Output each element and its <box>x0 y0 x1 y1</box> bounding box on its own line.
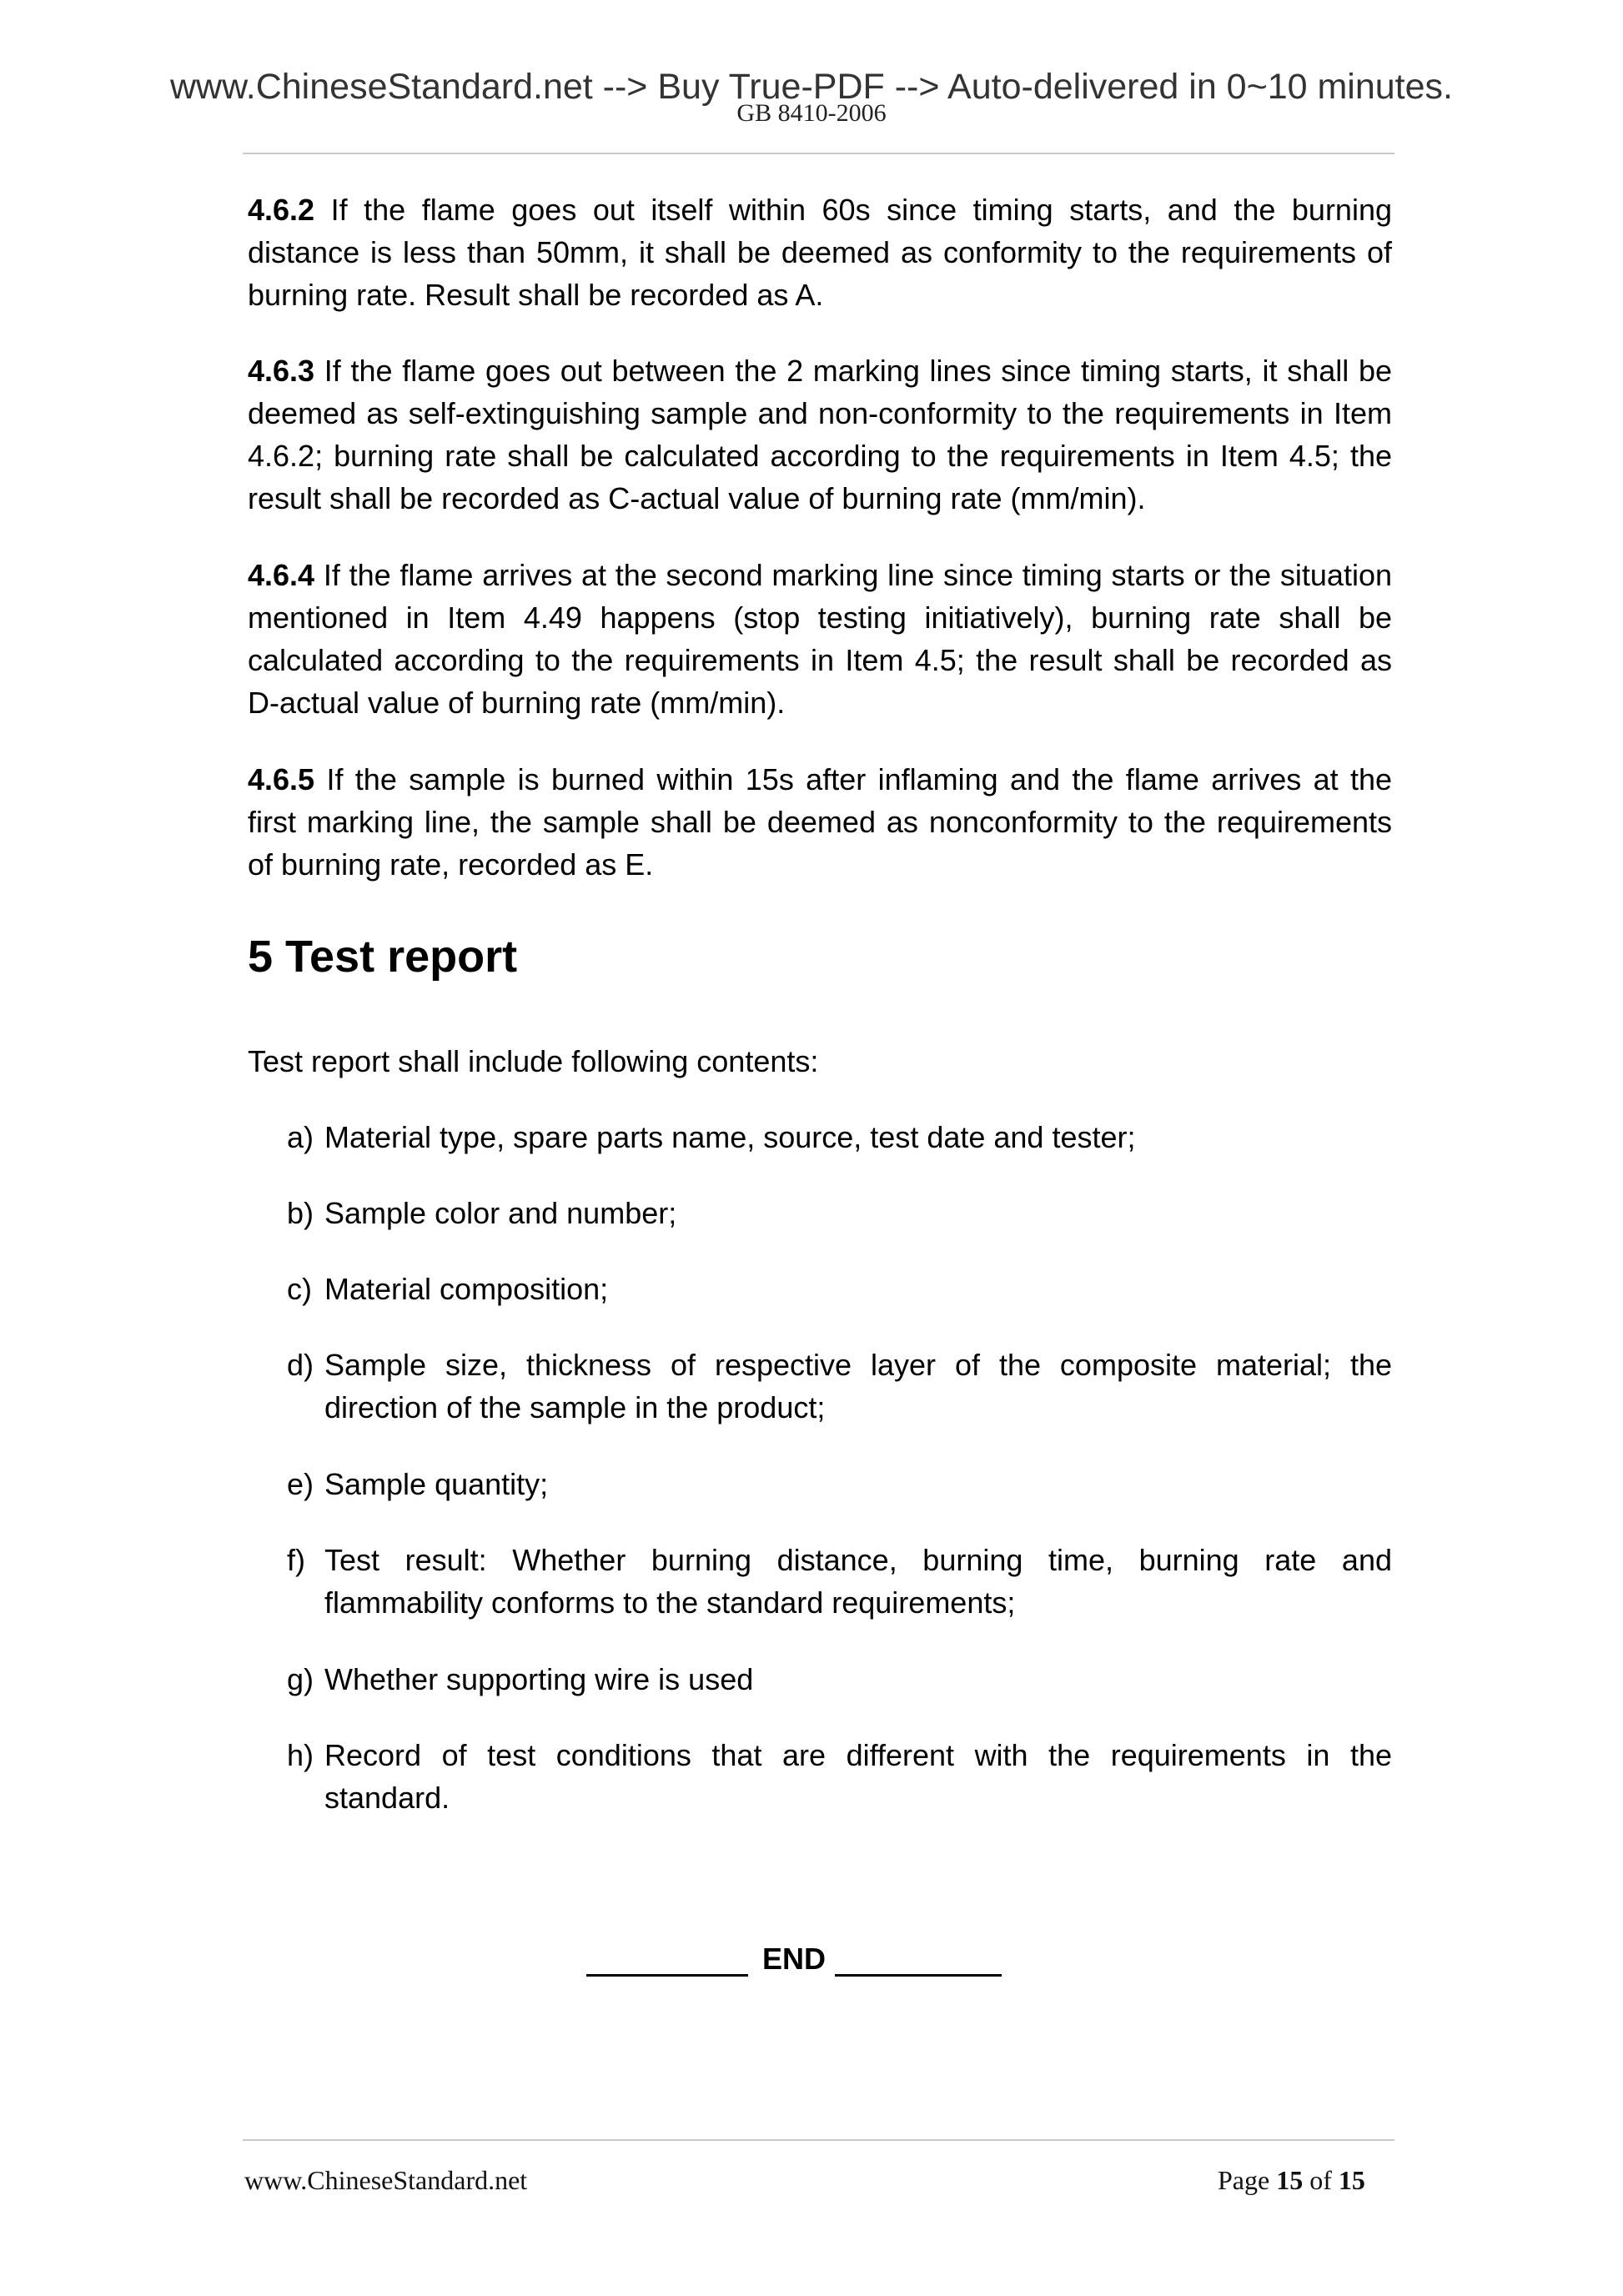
header-banner[interactable]: www.ChineseStandard.net --> Buy True-PDF --> Auto-delivered in 0~10 minutes. <box>169 67 1453 107</box>
list-item-text: Material composition; <box>324 1272 609 1306</box>
of-word: of <box>1309 2165 1332 2195</box>
list-marker: f) <box>287 1543 305 1577</box>
clause-4-6-4 <box>248 554 1392 724</box>
list-marker: b) <box>287 1196 314 1230</box>
header-divider <box>243 153 1394 154</box>
list-marker: e) <box>287 1467 314 1501</box>
end-underline-right <box>835 1974 1002 1977</box>
list-item-text: Whether supporting wire is used <box>324 1662 754 1696</box>
list-item-text: Test result: Whether burning distance, burning time, burning rate and flammability conforms to the standard requirements; <box>324 1543 1392 1620</box>
list-item-text: Record of test conditions that are different with the requirements in the standard. <box>324 1738 1392 1815</box>
clause-text: If the flame goes out between the 2 marking lines since timing starts, it shall be deemed as self-extinguishing sample and non-conformity to the requirements in Item 4.6.2; burning rate shall be calculated according to the requirements in Item 4.5; the result shall be recorded as C-actual value of burning rate (mm/min). <box>248 354 1392 515</box>
clause-text: If the flame arrives at the second marking line since timing starts or the situation mentioned in Item 4.49 happens (stop testing initiatively), burning rate shall be calculated according to the requirements in Item 4.5; the result shall be recorded as D-actual value of burning rate (mm/min). <box>248 558 1392 720</box>
report-intro: Test report shall include following contents: <box>248 1044 819 1078</box>
clause-4-6-5 <box>248 758 1392 886</box>
list-item <box>287 1658 1392 1701</box>
list-item <box>287 1463 1392 1505</box>
list-item <box>287 1116 1392 1158</box>
list-item <box>287 1539 1392 1624</box>
clause-4-6-2 <box>248 188 1392 316</box>
clause-4-6-3 <box>248 349 1392 520</box>
list-marker: g) <box>287 1662 314 1696</box>
clause-number: 4.6.5 <box>248 762 315 796</box>
list-item-text: Sample color and number; <box>324 1196 677 1230</box>
clause-text: If the flame goes out itself within 60s since timing starts, and the burning distance is less than 50mm, it shall be deemed as conformity to the requirements of burning rate. Result shall be recorded as A. <box>248 193 1392 312</box>
list-marker: h) <box>287 1738 314 1772</box>
list-item-text: Sample size, thickness of respective layer of the composite material; the direction of the sample in the product; <box>324 1348 1392 1424</box>
footer-divider <box>243 2139 1394 2141</box>
end-underline-left <box>586 1974 748 1977</box>
document-id: GB 8410-2006 <box>736 99 887 127</box>
list-item <box>287 1192 1392 1234</box>
clause-number: 4.6.2 <box>248 193 315 227</box>
total-pages: 15 <box>1338 2165 1365 2195</box>
list-item-text: Sample quantity; <box>324 1467 549 1501</box>
list-marker: a) <box>287 1120 314 1154</box>
list-marker: d) <box>287 1348 314 1382</box>
current-page: 15 <box>1276 2165 1304 2195</box>
clause-number: 4.6.3 <box>248 354 315 388</box>
list-item <box>287 1344 1392 1429</box>
footer-site-link[interactable]: www.ChineseStandard.net <box>244 2165 528 2195</box>
page-word: Page <box>1218 2165 1270 2195</box>
list-item <box>287 1734 1392 1819</box>
list-item <box>287 1268 1392 1310</box>
clause-number: 4.6.4 <box>248 558 315 592</box>
list-item-text: Material type, spare parts name, source, test date and tester; <box>324 1120 1136 1154</box>
clause-text: If the sample is burned within 15s after inflaming and the flame arrives at the first marking line, the sample shall be deemed as nonconformity to the requirements of burning rate, recorded as E. <box>248 762 1392 882</box>
end-marker: END <box>762 1942 827 1976</box>
list-marker: c) <box>287 1272 312 1306</box>
page-number <box>1218 2165 1365 2196</box>
section-heading: 5 Test report <box>248 932 518 982</box>
